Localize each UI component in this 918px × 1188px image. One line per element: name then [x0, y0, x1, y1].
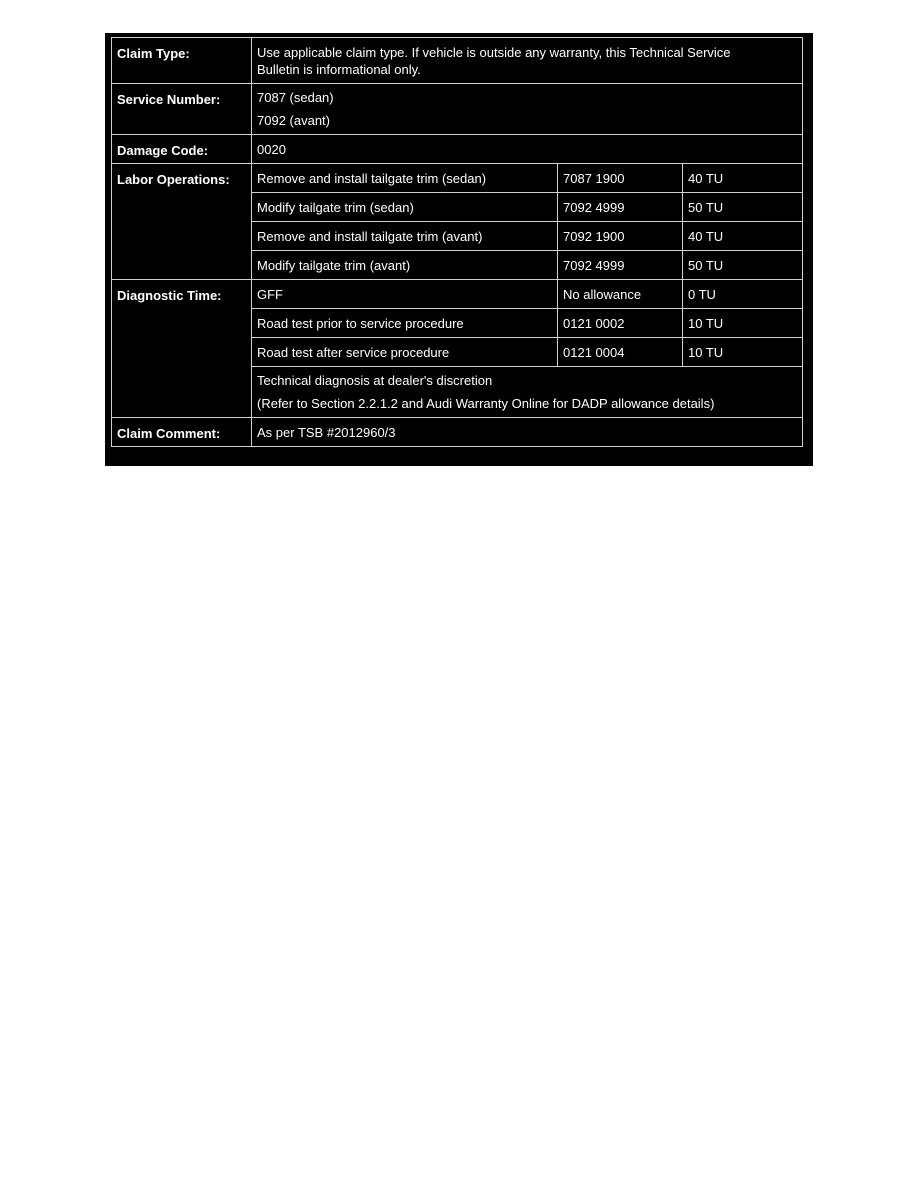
diagnostic-code: No allowance: [558, 280, 683, 309]
claim-comment-value: As per TSB #2012960/3: [252, 418, 803, 447]
claim-type-line-2: Bulletin is informational only.: [257, 61, 421, 77]
diagnostic-time-label: Diagnostic Time:: [112, 280, 252, 418]
diagnostic-code: 0121 0004: [558, 338, 683, 367]
diagnostic-description: Road test prior to service procedure: [252, 309, 558, 338]
diagnostic-time: 10 TU: [683, 309, 803, 338]
damage-code-value: 0020: [252, 135, 803, 164]
diagnostic-description: Road test after service procedure: [252, 338, 558, 367]
labor-op-description: Remove and install tailgate trim (sedan): [252, 164, 558, 193]
claim-type-row: [112, 38, 803, 84]
labor-op-row: [112, 164, 803, 193]
claim-table: [111, 37, 803, 447]
diagnostic-row: [112, 280, 803, 309]
claim-info-panel: [105, 33, 813, 466]
claim-type-label: Claim Type:: [112, 38, 252, 84]
diagnostic-note: [252, 367, 803, 418]
damage-code-label: Damage Code:: [112, 135, 252, 164]
diagnostic-code: 0121 0002: [558, 309, 683, 338]
claim-comment-row: [112, 418, 803, 447]
diagnostic-time: 10 TU: [683, 338, 803, 367]
diagnostic-time: 0 TU: [683, 280, 803, 309]
service-number-sedan: 7087 (sedan): [257, 90, 334, 105]
labor-op-time: 40 TU: [683, 164, 803, 193]
service-number-row: [112, 84, 803, 135]
service-number-avant: 7092 (avant): [257, 113, 330, 128]
labor-op-time: 50 TU: [683, 193, 803, 222]
diagnostic-note-line-1: Technical diagnosis at dealer's discretion: [257, 373, 493, 388]
labor-op-code: 7087 1900: [558, 164, 683, 193]
labor-op-time: 50 TU: [683, 251, 803, 280]
labor-op-code: 7092 4999: [558, 193, 683, 222]
labor-op-description: Modify tailgate trim (sedan): [252, 193, 558, 222]
diagnostic-description: GFF: [252, 280, 558, 309]
labor-op-code: 7092 4999: [558, 251, 683, 280]
labor-op-description: Modify tailgate trim (avant): [252, 251, 558, 280]
claim-comment-label: Claim Comment:: [112, 418, 252, 447]
labor-op-description: Remove and install tailgate trim (avant): [252, 222, 558, 251]
labor-op-code: 7092 1900: [558, 222, 683, 251]
claim-type-line-1: Use applicable claim type. If vehicle is outside any warranty, this Technical Service: [257, 44, 731, 60]
service-number-label: Service Number:: [112, 84, 252, 135]
claim-type-value: [252, 38, 803, 84]
damage-code-row: [112, 135, 803, 164]
service-number-value: [252, 84, 803, 135]
labor-operations-label: Labor Operations:: [112, 164, 252, 280]
labor-op-time: 40 TU: [683, 222, 803, 251]
diagnostic-note-line-2: (Refer to Section 2.2.1.2 and Audi Warranty Online for DADP allowance details): [257, 396, 715, 411]
